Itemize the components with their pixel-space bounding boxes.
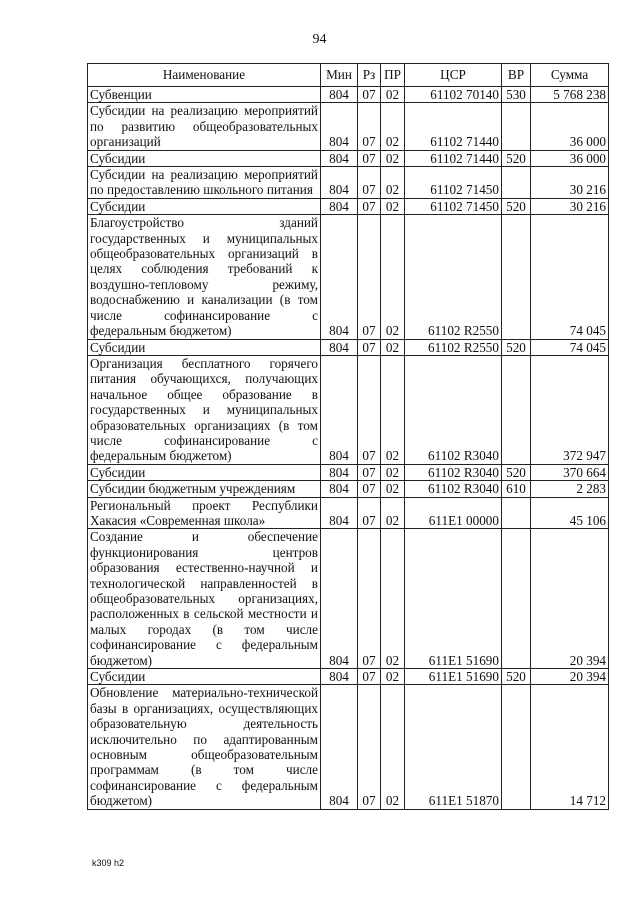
- row-name: Обновление материально-технической базы в организациях, осуществляющих образовательную деятельность исключительно по адаптированным основным общеобразовательным программам (в том числе софинансирование с федеральным бюджетом): [88, 685, 321, 809]
- row-min: 804: [321, 355, 358, 464]
- row-rz: 07: [358, 685, 381, 809]
- row-csr: 61102 71450: [405, 198, 502, 214]
- row-min: 804: [321, 150, 358, 166]
- row-min: 804: [321, 529, 358, 669]
- row-sum: 372 947: [531, 355, 609, 464]
- row-sum: 2 283: [531, 481, 609, 497]
- row-csr: 61102 R3040: [405, 355, 502, 464]
- header-min: Мин: [321, 64, 358, 87]
- row-rz: 07: [358, 103, 381, 150]
- row-rz: 07: [358, 198, 381, 214]
- table-row: [88, 167, 609, 199]
- row-sum: 45 106: [531, 497, 609, 529]
- row-min: 804: [321, 339, 358, 355]
- row-name: Субсидии: [88, 464, 321, 480]
- row-pr: 02: [381, 685, 405, 809]
- row-vr: [502, 497, 531, 529]
- row-min: 804: [321, 669, 358, 685]
- row-rz: 07: [358, 215, 381, 339]
- row-rz: 07: [358, 497, 381, 529]
- row-sum: 74 045: [531, 339, 609, 355]
- header-sum: Сумма: [531, 64, 609, 87]
- row-csr: 611E1 51690: [405, 669, 502, 685]
- row-pr: 02: [381, 669, 405, 685]
- row-rz: 07: [358, 167, 381, 199]
- row-name: Субсидии бюджетным учреждениям: [88, 481, 321, 497]
- row-pr: 02: [381, 481, 405, 497]
- row-sum: 5 768 238: [531, 87, 609, 103]
- row-rz: 07: [358, 339, 381, 355]
- row-min: 804: [321, 464, 358, 480]
- row-sum: 20 394: [531, 669, 609, 685]
- row-vr: [502, 529, 531, 669]
- table-header-row: [88, 64, 609, 87]
- header-csr: ЦСР: [405, 64, 502, 87]
- row-name: Субсидии: [88, 198, 321, 214]
- row-pr: 02: [381, 87, 405, 103]
- row-csr: 61102 71440: [405, 150, 502, 166]
- table-row: [88, 529, 609, 669]
- row-vr: 520: [502, 669, 531, 685]
- table-row: [88, 215, 609, 339]
- row-csr: 611E1 51870: [405, 685, 502, 809]
- row-name: Субсидии на реализацию мероприятий по развитию общеобразовательных организаций: [88, 103, 321, 150]
- row-rz: 07: [358, 669, 381, 685]
- row-pr: 02: [381, 150, 405, 166]
- row-vr: [502, 685, 531, 809]
- footer-code: k309 h2: [92, 858, 125, 868]
- row-csr: 61102 R3040: [405, 481, 502, 497]
- row-sum: 36 000: [531, 103, 609, 150]
- row-min: 804: [321, 103, 358, 150]
- row-rz: 07: [358, 87, 381, 103]
- row-csr: 611E1 00000: [405, 497, 502, 529]
- row-csr: 61102 R2550: [405, 339, 502, 355]
- row-pr: 02: [381, 339, 405, 355]
- row-min: 804: [321, 215, 358, 339]
- row-vr: [502, 355, 531, 464]
- row-vr: [502, 103, 531, 150]
- header-rz: Рз: [358, 64, 381, 87]
- budget-table: [87, 63, 609, 810]
- row-vr: [502, 215, 531, 339]
- header-vr: ВР: [502, 64, 531, 87]
- row-csr: 61102 R2550: [405, 215, 502, 339]
- row-min: 804: [321, 198, 358, 214]
- row-vr: 530: [502, 87, 531, 103]
- row-csr: 61102 71440: [405, 103, 502, 150]
- row-vr: [502, 167, 531, 199]
- row-pr: 02: [381, 103, 405, 150]
- row-sum: 370 664: [531, 464, 609, 480]
- row-csr: 61102 R3040: [405, 464, 502, 480]
- table-row: [88, 685, 609, 809]
- row-vr: 520: [502, 198, 531, 214]
- table-row: [88, 339, 609, 355]
- table-row: [88, 497, 609, 529]
- row-rz: 07: [358, 481, 381, 497]
- row-rz: 07: [358, 355, 381, 464]
- row-sum: 14 712: [531, 685, 609, 809]
- header-pr: ПР: [381, 64, 405, 87]
- row-vr: 610: [502, 481, 531, 497]
- row-sum: 30 216: [531, 198, 609, 214]
- row-sum: 74 045: [531, 215, 609, 339]
- row-vr: 520: [502, 150, 531, 166]
- row-csr: 61102 70140: [405, 87, 502, 103]
- row-min: 804: [321, 167, 358, 199]
- table-row: [88, 103, 609, 150]
- row-name: Субвенции: [88, 87, 321, 103]
- row-csr: 611E1 51690: [405, 529, 502, 669]
- table-row: [88, 464, 609, 480]
- row-name: Создание и обеспечение функционирования центров образования естественно-научной и технологической направленностей в общеобразовательных организациях, расположенных в сельской местности и малых городах (в том числе софинансирование с федеральным бюджетом): [88, 529, 321, 669]
- header-name: Наименование: [88, 64, 321, 87]
- row-pr: 02: [381, 497, 405, 529]
- row-sum: 20 394: [531, 529, 609, 669]
- row-rz: 07: [358, 529, 381, 669]
- row-vr: 520: [502, 464, 531, 480]
- row-pr: 02: [381, 529, 405, 669]
- row-name: Региональный проект Республики Хакасия «Современная школа»: [88, 497, 321, 529]
- row-min: 804: [321, 685, 358, 809]
- row-pr: 02: [381, 355, 405, 464]
- row-pr: 02: [381, 215, 405, 339]
- row-csr: 61102 71450: [405, 167, 502, 199]
- row-name: Субсидии: [88, 150, 321, 166]
- row-pr: 02: [381, 464, 405, 480]
- table-row: [88, 87, 609, 103]
- table-row: [88, 198, 609, 214]
- table-row: [88, 481, 609, 497]
- row-pr: 02: [381, 167, 405, 199]
- row-sum: 30 216: [531, 167, 609, 199]
- row-vr: 520: [502, 339, 531, 355]
- table-row: [88, 355, 609, 464]
- row-sum: 36 000: [531, 150, 609, 166]
- table-row: [88, 150, 609, 166]
- row-name: Организация бесплатного горячего питания обучающихся, получающих начальное общее образование в государственных и муниципальных образовательных организациях (в том числе софинансирование с федеральным бюджетом): [88, 355, 321, 464]
- page-number: 94: [312, 32, 327, 47]
- table-row: [88, 669, 609, 685]
- row-rz: 07: [358, 464, 381, 480]
- row-min: 804: [321, 481, 358, 497]
- row-name: Субсидии на реализацию мероприятий по предоставлению школьного питания: [88, 167, 321, 199]
- row-min: 804: [321, 497, 358, 529]
- row-name: Субсидии: [88, 669, 321, 685]
- row-min: 804: [321, 87, 358, 103]
- row-rz: 07: [358, 150, 381, 166]
- row-pr: 02: [381, 198, 405, 214]
- row-name: Субсидии: [88, 339, 321, 355]
- row-name: Благоустройство зданий государственных и муниципальных общеобразовательных организаций в целях соблюдения требований к воздушно-тепловому режиму, водоснабжению и канализации (в том числе софинансирование с федеральным бюджетом): [88, 215, 321, 339]
